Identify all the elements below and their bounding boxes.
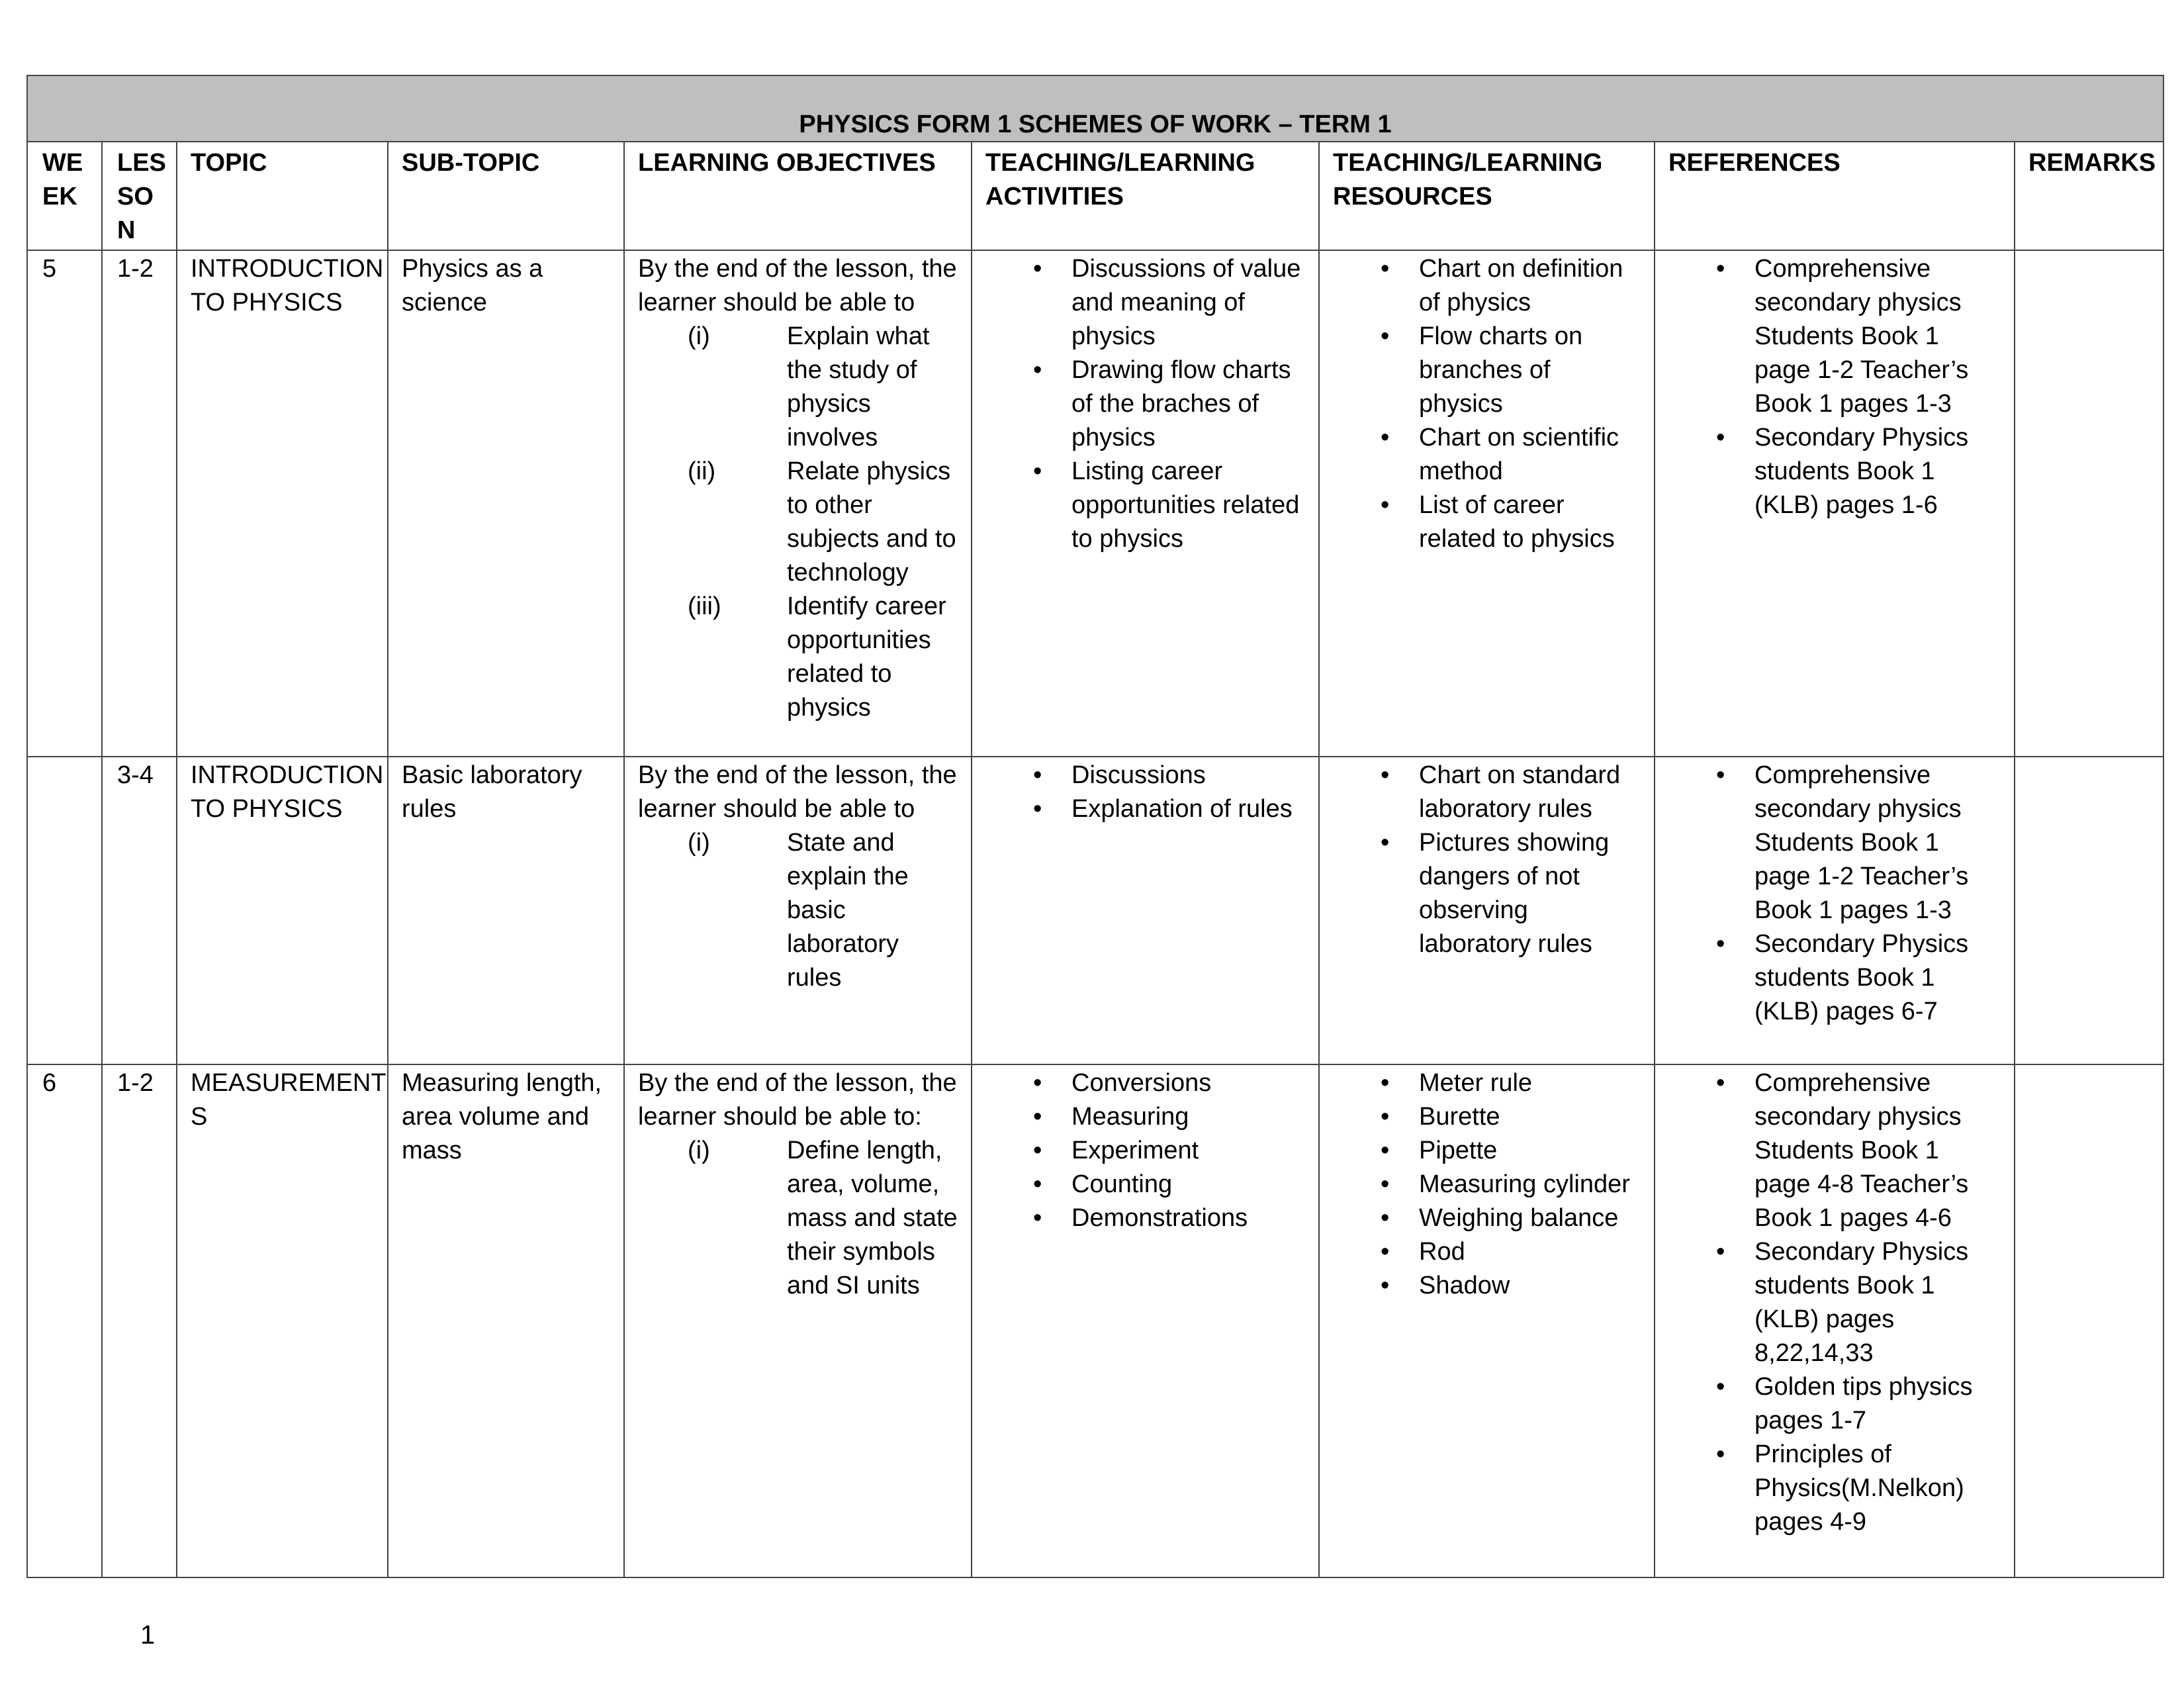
activities-cell-list	[1026, 1066, 1305, 1235]
remarks-cell	[2015, 757, 2163, 1064]
references-cell-list	[1709, 252, 2001, 522]
objective-number: (i)	[688, 1137, 710, 1164]
resource-item: • Chart on definition of physics	[1374, 252, 1641, 320]
objectives-list	[638, 320, 958, 725]
resource-item: • Measuring cylinder	[1374, 1168, 1641, 1201]
reference-item: • Principles of Physics(M.Nelkon) pages 4-9	[1709, 1438, 2001, 1539]
objective-text: State and explain the basic laboratory rules	[787, 829, 909, 992]
objectives-list	[638, 1134, 958, 1303]
table-row	[27, 757, 2163, 1064]
title-row	[27, 75, 2163, 142]
activities-cell	[972, 250, 1319, 757]
reference-item: • Comprehensive secondary physics Students Book 1 page 4-8 Teacher’s Book 1 pages 4-6	[1709, 1066, 2001, 1235]
objectives-cell	[624, 1064, 972, 1577]
objective-item	[638, 590, 958, 725]
page-number: 1	[140, 1620, 156, 1650]
resources-cell-list	[1374, 1066, 1641, 1303]
objectives-intro: By the end of the lesson, the learner should be able to	[638, 255, 957, 316]
objective-number: (ii)	[688, 457, 716, 485]
subtopic-cell: Basic laboratory rules	[388, 757, 624, 1064]
resource-item: • Pictures showing dangers of not observing laboratory rules	[1374, 826, 1641, 961]
activities-cell-list	[1026, 759, 1305, 826]
resource-item: • Burette	[1374, 1100, 1641, 1134]
header-lesson: LES SO N	[102, 142, 177, 250]
resource-item: • Pipette	[1374, 1134, 1641, 1168]
subtopic-cell: Physics as a science	[388, 250, 624, 757]
lesson-cell: 3-4	[102, 757, 177, 1064]
reference-item: • Secondary Physics students Book 1 (KLB) pages 8,22,14,33	[1709, 1235, 2001, 1370]
table-row	[27, 1064, 2163, 1577]
activity-item: • Drawing flow charts of the braches of physics	[1026, 353, 1305, 455]
objective-number: (iii)	[688, 592, 721, 620]
reference-item: • Comprehensive secondary physics Students Book 1 page 1-2 Teacher’s Book 1 pages 1-3	[1709, 252, 2001, 421]
subtopic-cell: Measuring length, area volume and mass	[388, 1064, 624, 1577]
resource-item: • List of career related to physics	[1374, 489, 1641, 556]
objective-number: (i)	[688, 322, 710, 350]
objective-item	[638, 1134, 958, 1303]
header-activities: TEACHING/LEARNING ACTIVITIES	[972, 142, 1319, 250]
week-cell	[27, 757, 102, 1064]
objectives-list	[638, 826, 958, 995]
resources-cell	[1319, 250, 1655, 757]
resource-item: • Rod	[1374, 1235, 1641, 1269]
activities-cell	[972, 757, 1319, 1064]
header-subtopic: SUB-TOPIC	[388, 142, 624, 250]
table-row	[27, 250, 2163, 757]
objectives-cell	[624, 757, 972, 1064]
resource-item: • Meter rule	[1374, 1066, 1641, 1100]
remarks-cell	[2015, 250, 2163, 757]
resource-item: • Weighing balance	[1374, 1201, 1641, 1235]
resources-cell	[1319, 757, 1655, 1064]
remarks-cell	[2015, 1064, 2163, 1577]
header-row	[27, 142, 2163, 250]
objective-text: Define length, area, volume, mass and state their symbols and SI units	[787, 1137, 958, 1299]
topic-cell: INTRODUCTION TO PHYSICS	[177, 250, 388, 757]
objective-item	[638, 320, 958, 455]
reference-item: • Secondary Physics students Book 1 (KLB) pages 6-7	[1709, 927, 2001, 1029]
references-cell-list	[1709, 1066, 2001, 1539]
week-cell: 5	[27, 250, 102, 757]
header-remarks: REMARKS	[2015, 142, 2163, 250]
activity-item: • Explanation of rules	[1026, 792, 1305, 826]
header-objectives: LEARNING OBJECTIVES	[624, 142, 972, 250]
activity-item: • Conversions	[1026, 1066, 1305, 1100]
objective-text: Identify career opportunities related to physics	[787, 592, 946, 722]
activity-item: • Listing career opportunities related to physics	[1026, 455, 1305, 556]
activity-item: • Discussions	[1026, 759, 1305, 792]
objective-text: Relate physics to other subjects and to technology	[787, 457, 956, 586]
objectives-intro: By the end of the lesson, the learner should be able to:	[638, 1069, 957, 1131]
header-week: WE EK	[27, 142, 102, 250]
activity-item: • Counting	[1026, 1168, 1305, 1201]
lesson-cell: 1-2	[102, 1064, 177, 1577]
document-title: PHYSICS FORM 1 SCHEMES OF WORK – TERM 1	[27, 75, 2163, 142]
week-cell: 6	[27, 1064, 102, 1577]
reference-item: • Secondary Physics students Book 1 (KLB) pages 1-6	[1709, 421, 2001, 522]
objectives-cell	[624, 250, 972, 757]
activities-cell-list	[1026, 252, 1305, 556]
resource-item: • Flow charts on branches of physics	[1374, 320, 1641, 421]
scheme-of-work-table	[26, 75, 2164, 1578]
resources-cell-list	[1374, 759, 1641, 961]
references-cell	[1655, 757, 2015, 1064]
resources-cell	[1319, 1064, 1655, 1577]
topic-cell: INTRODUCTION TO PHYSICS	[177, 757, 388, 1064]
resource-item: • Shadow	[1374, 1269, 1641, 1303]
objective-item	[638, 455, 958, 590]
activity-item: • Demonstrations	[1026, 1201, 1305, 1235]
topic-cell: MEASUREMENT S	[177, 1064, 388, 1577]
reference-item: • Golden tips physics pages 1-7	[1709, 1370, 2001, 1438]
table-body	[27, 250, 2163, 1577]
resource-item: • Chart on scientific method	[1374, 421, 1641, 489]
lesson-cell: 1-2	[102, 250, 177, 757]
objective-number: (i)	[688, 829, 710, 857]
resource-item: • Chart on standard laboratory rules	[1374, 759, 1641, 826]
header-resources: TEACHING/LEARNING RESOURCES	[1319, 142, 1655, 250]
references-cell	[1655, 1064, 2015, 1577]
activity-item: • Experiment	[1026, 1134, 1305, 1168]
objectives-intro: By the end of the lesson, the learner should be able to	[638, 761, 957, 823]
reference-item: • Comprehensive secondary physics Students Book 1 page 1-2 Teacher’s Book 1 pages 1-3	[1709, 759, 2001, 927]
activity-item: • Measuring	[1026, 1100, 1305, 1134]
resources-cell-list	[1374, 252, 1641, 556]
header-topic: TOPIC	[177, 142, 388, 250]
activities-cell	[972, 1064, 1319, 1577]
header-references: REFERENCES	[1655, 142, 2015, 250]
objective-text: Explain what the study of physics involves	[787, 322, 930, 451]
references-cell-list	[1709, 759, 2001, 1029]
activity-item: • Discussions of value and meaning of physics	[1026, 252, 1305, 353]
objective-item	[638, 826, 958, 995]
references-cell	[1655, 250, 2015, 757]
